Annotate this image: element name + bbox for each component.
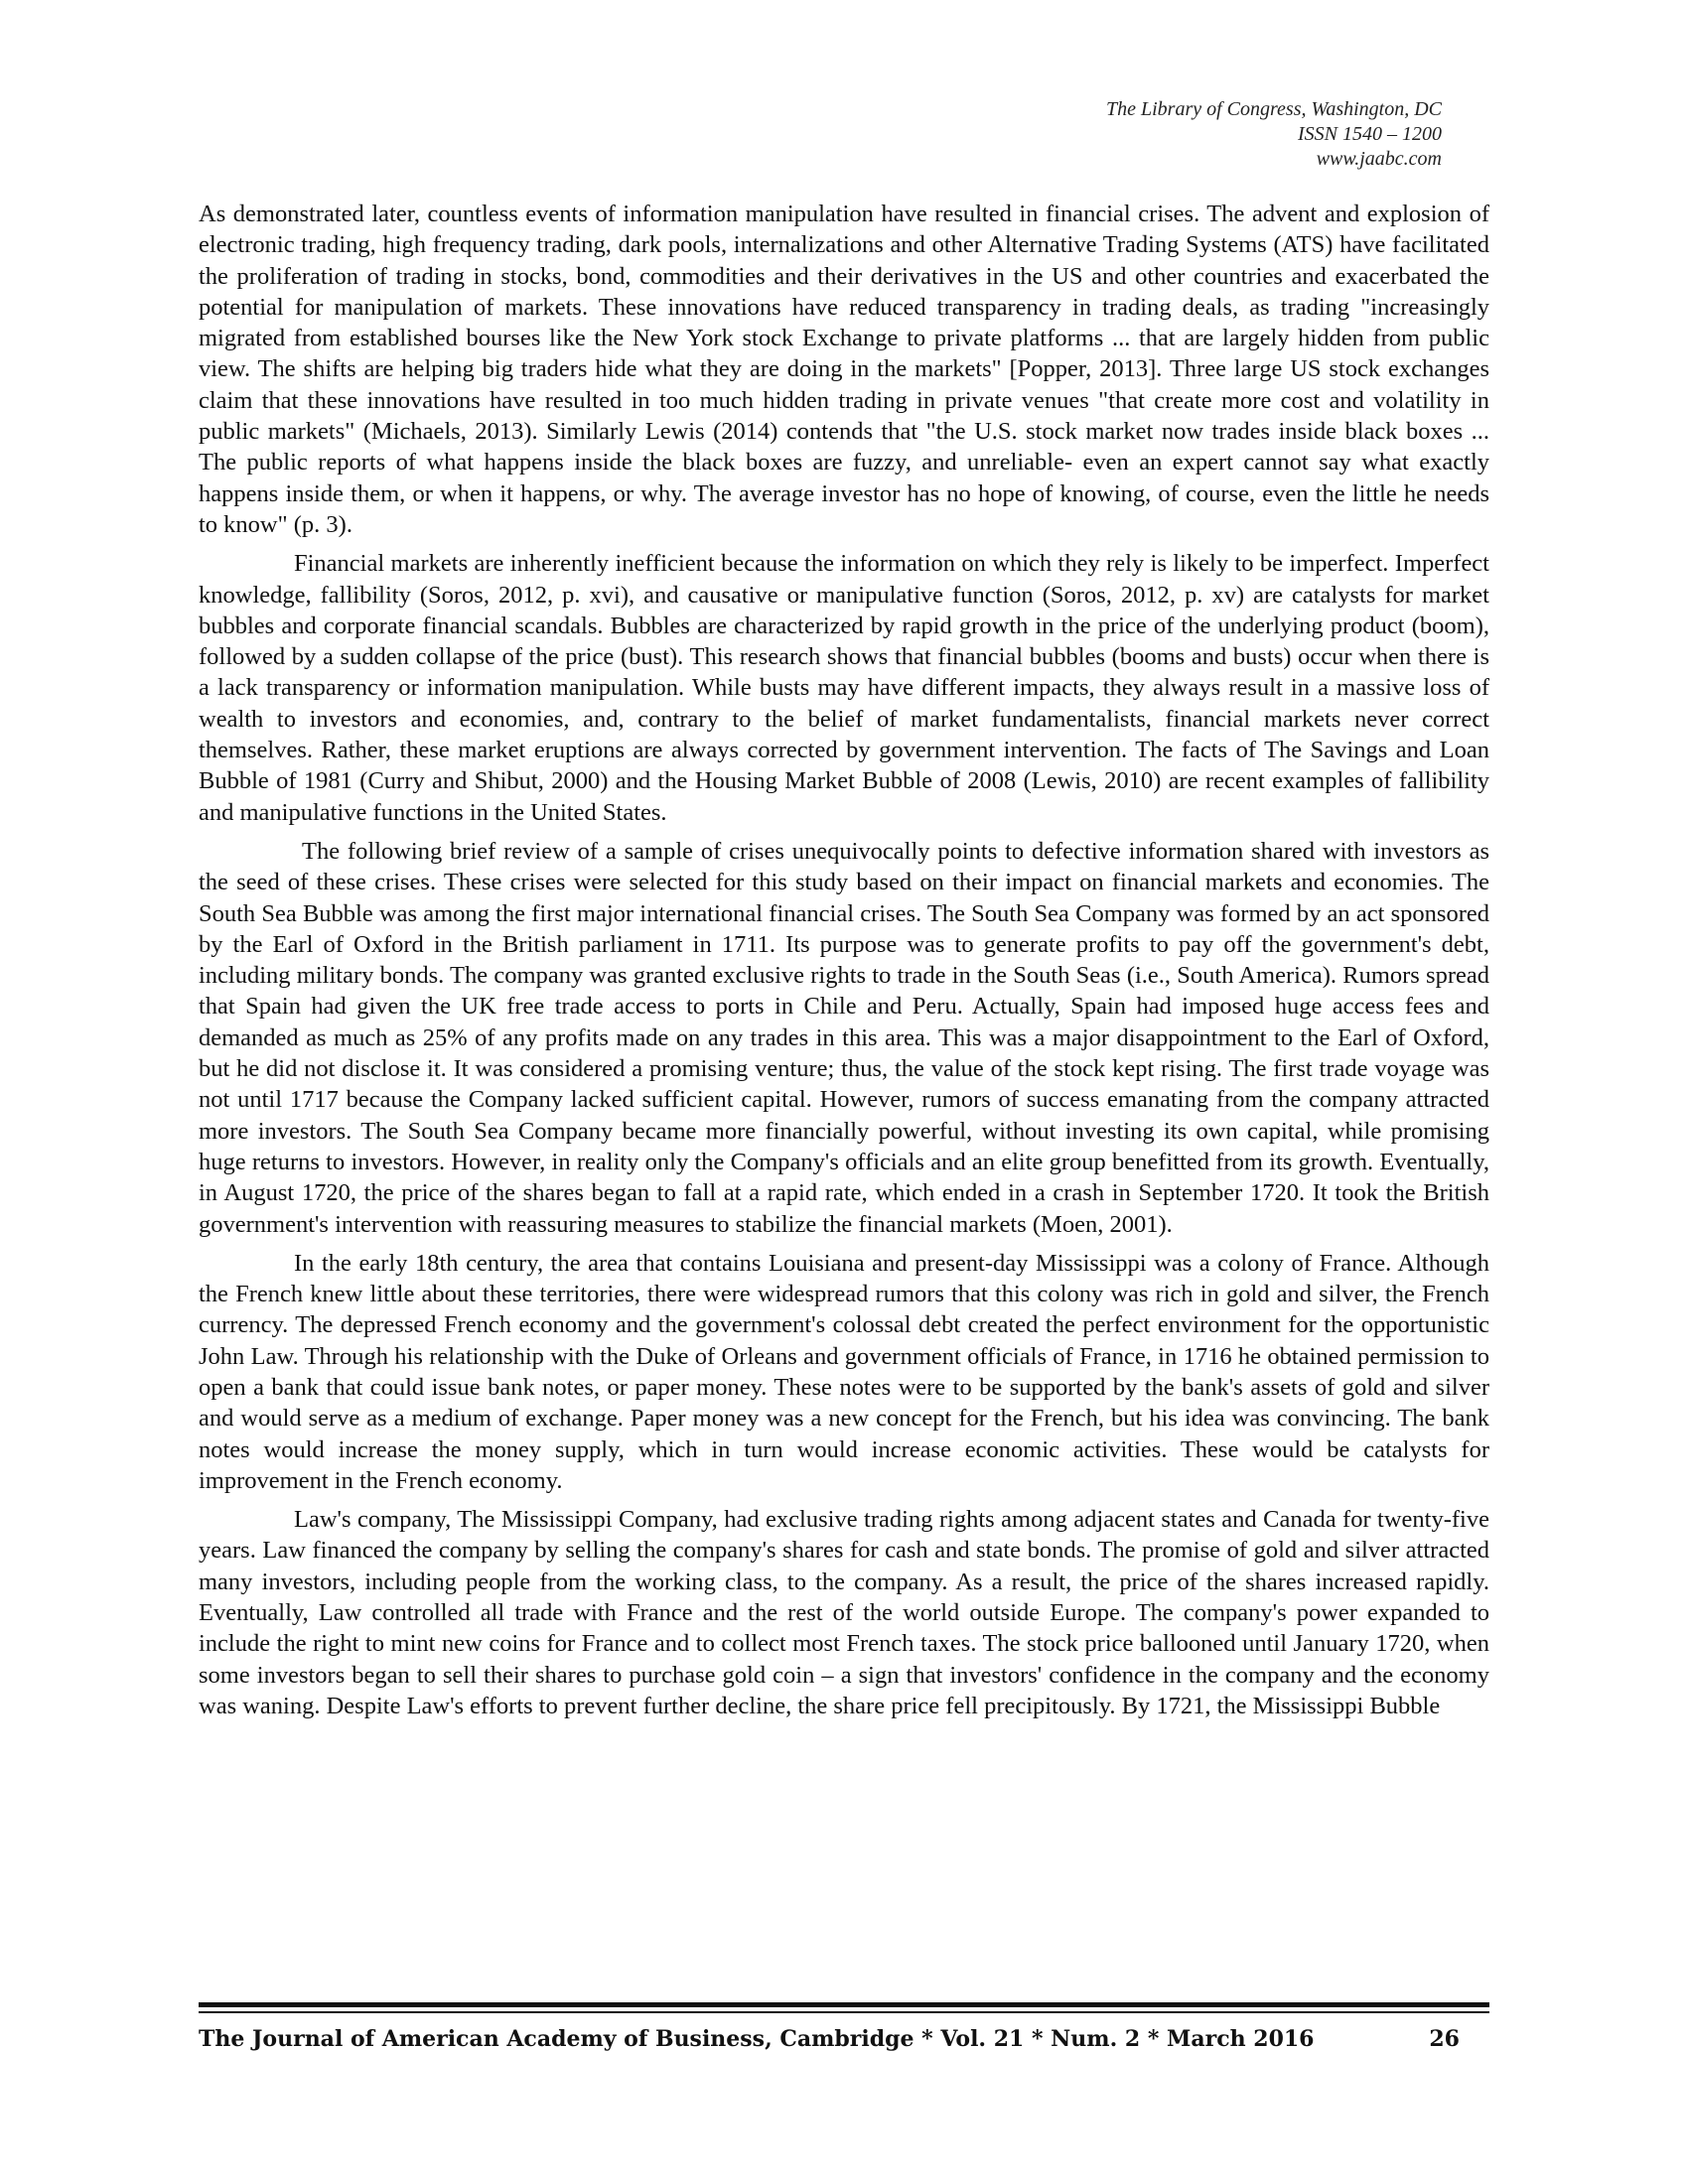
header-website-line: www.jaabc.com: [1316, 148, 1442, 170]
footer-rule-thick: [199, 2002, 1489, 2007]
footer-journal-citation: The Journal of American Academy of Business, Cambridge * Vol. 21 * Num. 2 * March 2016: [199, 2026, 1315, 2052]
paragraph-5: Law's company, The Mississippi Company, had exclusive trading rights among adjacent states and Canada for twenty-five years. Law financed the company by selling the company's shares for cash and state bonds. The promise of gold and silver attracted many investors, including people from the working class, to the company. As a result, the price of the shares increased rapidly. Eventually, Law controlled all trade with France and the rest of the world outside Europe. The company's power expanded to include the right to mint new coins for France and to collect most French taxes. The stock price ballooned until January 1720, when some investors began to sell their shares to purchase gold coin – a sign that investors' confidence in the company and the economy was waning. Despite Law's efforts to prevent further decline, the share price fell precipitously. By 1721, the Mississippi Bubble: [199, 1506, 1489, 1719]
paragraph-3: The following brief review of a sample of crises unequivocally points to defective information shared with investors as the seed of these crises. These crises were selected for this study based on their impact on financial markets and economies. The South Sea Bubble was among the first major international financial crises. The South Sea Company was formed by an act sponsored by the Earl of Oxford in the British parliament in 1711. Its purpose was to generate profits to pay off the government's debt, including military bonds. The company was granted exclusive rights to trade in the South Seas (i.e., South America). Rumors spread that Spain had given the UK free trade access to ports in Chile and Peru. Actually, Spain had imposed huge access fees and demanded as much as 25% of any profits made on any trades in this area. This was a major disappointment to the Earl of Oxford, but he did not disclose it. It was considered a promising venture; thus, the value of the stock kept rising. The first trade voyage was not until 1717 because the Company lacked sufficient capital. However, rumors of success emanating from the company attracted more investors. The South Sea Company became more financially powerful, without investing its own capital, while promising huge returns to investors. However, in reality only the Company's officials and an elite group benefitted from its growth. Eventually, in August 1720, the price of the shares began to fall at a rapid rate, which ended in a crash in September 1720. It took the British government's intervention with reassuring measures to stabilize the financial markets (Moen, 2001).: [199, 837, 1489, 1238]
running-header: [1106, 97, 1442, 172]
page-number: 26: [1429, 2026, 1460, 2052]
article-body: [199, 199, 1489, 1729]
header-issn-line: ISSN 1540 – 1200: [1298, 123, 1442, 145]
footer-rule-thin: [199, 2011, 1489, 2013]
header-library-line: The Library of Congress, Washington, DC: [1105, 98, 1442, 120]
paragraph-4: In the early 18th century, the area that contains Louisiana and present-day Mississippi was a colony of France. Although the French knew little about these territories, there were widespread rumors that this colony was rich in gold and silver, the French currency. The depressed French economy and the government's colossal debt created the perfect environment for the opportunistic John Law. Through his relationship with the Duke of Orleans and government officials of France, in 1716 he obtained permission to open a bank that could issue bank notes, or paper money. These notes were to be supported by the bank's assets of gold and silver and would serve as a medium of exchange. Paper money was a new concept for the French, but his idea was convincing. The bank notes would increase the money supply, which in turn would increase economic activities. These would be catalysts for improvement in the French economy.: [199, 1249, 1489, 1494]
paragraph-2: Financial markets are inherently inefficient because the information on which they rely is likely to be imperfect. Imperfect knowledge, fallibility (Soros, 2012, p. xvi), and causative or manipulative function (Soros, 2012, p. xv) are catalysts for market bubbles and corporate financial scandals. Bubbles are characterized by rapid growth in the price of the underlying product (boom), followed by a sudden collapse of the price (bust). This research shows that financial bubbles (booms and busts) occur when there is a lack transparency or information manipulation. While busts may have different impacts, they always result in a massive loss of wealth to investors and economies, and, contrary to the belief of market fundamentalists, financial markets never correct themselves. Rather, these market eruptions are always corrected by government intervention. The facts of The Savings and Loan Bubble of 1981 (Curry and Shibut, 2000) and the Housing Market Bubble of 2008 (Lewis, 2010) are recent examples of fallibility and manipulative functions in the United States.: [199, 550, 1489, 826]
running-footer: [199, 2025, 1489, 2053]
paragraph-1: As demonstrated later, countless events of information manipulation have resulted in financial crises. The advent and explosion of electronic trading, high frequency trading, dark pools, internalizations and other Alternative Trading Systems (ATS) have facilitated the proliferation of trading in stocks, bond, commodities and their derivatives in the US and other countries and exacerbated the potential for manipulation of markets. These innovations have reduced transparency in trading deals, as trading "increasingly migrated from established bourses like the New York stock Exchange to private platforms ... that are largely hidden from public view. The shifts are helping big traders hide what they are doing in the markets" [Popper, 2013]. Three large US stock exchanges claim that these innovations have resulted in too much hidden trading in private venues "that create more cost and volatility in public markets" (Michaels, 2013). Similarly Lewis (2014) contends that "the U.S. stock market now trades inside black boxes ... The public reports of what happens inside the black boxes are fuzzy, and unreliable- even an expert cannot say what exactly happens inside them, or when it happens, or why. The average investor has no hope of knowing, of course, even the little he needs to know" (p. 3).: [199, 201, 1489, 538]
